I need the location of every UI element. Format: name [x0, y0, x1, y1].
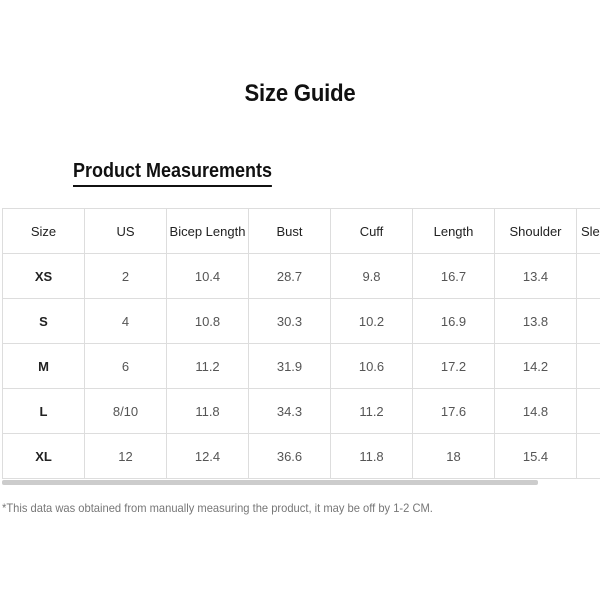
cell-sleeve: [577, 299, 600, 344]
cell-size: XS: [3, 254, 85, 299]
cell-length: 18: [413, 434, 495, 479]
cell-bust: 28.7: [249, 254, 331, 299]
header-bust: Bust: [249, 209, 331, 254]
table-row: [3, 434, 600, 479]
size-table: [2, 208, 600, 479]
header-cuff: Cuff: [331, 209, 413, 254]
measurement-disclaimer: *This data was obtained from manually measuring the product, it may be off by 1-2 CM.: [2, 501, 433, 515]
cell-size: XL: [3, 434, 85, 479]
cell-us: 8/10: [85, 389, 167, 434]
cell-size: L: [3, 389, 85, 434]
cell-sleeve: [577, 434, 600, 479]
cell-us: 6: [85, 344, 167, 389]
section-heading: Product Measurements: [73, 160, 272, 187]
header-us: US: [85, 209, 167, 254]
cell-bicep-length: 10.8: [167, 299, 249, 344]
cell-cuff: 9.8: [331, 254, 413, 299]
horizontal-scrollbar[interactable]: [2, 480, 538, 485]
header-shoulder: Shoulder: [495, 209, 577, 254]
cell-length: 17.6: [413, 389, 495, 434]
cell-size: M: [3, 344, 85, 389]
header-bicep-length: Bicep Length: [167, 209, 249, 254]
header-length: Length: [413, 209, 495, 254]
cell-sleeve: [577, 254, 600, 299]
cell-shoulder: 13.8: [495, 299, 577, 344]
cell-cuff: 11.2: [331, 389, 413, 434]
cell-us: 12: [85, 434, 167, 479]
cell-cuff: 10.2: [331, 299, 413, 344]
cell-shoulder: 15.4: [495, 434, 577, 479]
header-sleeve-truncated: Sle: [577, 209, 600, 254]
cell-bust: 34.3: [249, 389, 331, 434]
cell-length: 17.2: [413, 344, 495, 389]
cell-bust: 31.9: [249, 344, 331, 389]
table-row: [3, 344, 600, 389]
table-row: [3, 389, 600, 434]
cell-size: S: [3, 299, 85, 344]
cell-cuff: 10.6: [331, 344, 413, 389]
table-row: [3, 254, 600, 299]
cell-length: 16.9: [413, 299, 495, 344]
table-scroll-container[interactable]: [2, 208, 600, 480]
cell-bust: 30.3: [249, 299, 331, 344]
cell-bicep-length: 11.2: [167, 344, 249, 389]
cell-shoulder: 13.4: [495, 254, 577, 299]
cell-us: 2: [85, 254, 167, 299]
cell-bicep-length: 12.4: [167, 434, 249, 479]
cell-length: 16.7: [413, 254, 495, 299]
table-header-row: [3, 209, 600, 254]
cell-bicep-length: 10.4: [167, 254, 249, 299]
cell-sleeve: [577, 389, 600, 434]
page-title: Size Guide: [244, 80, 356, 107]
cell-cuff: 11.8: [331, 434, 413, 479]
cell-bust: 36.6: [249, 434, 331, 479]
cell-shoulder: 14.8: [495, 389, 577, 434]
cell-us: 4: [85, 299, 167, 344]
cell-bicep-length: 11.8: [167, 389, 249, 434]
header-size: Size: [3, 209, 85, 254]
table-row: [3, 299, 600, 344]
cell-shoulder: 14.2: [495, 344, 577, 389]
cell-sleeve: [577, 344, 600, 389]
